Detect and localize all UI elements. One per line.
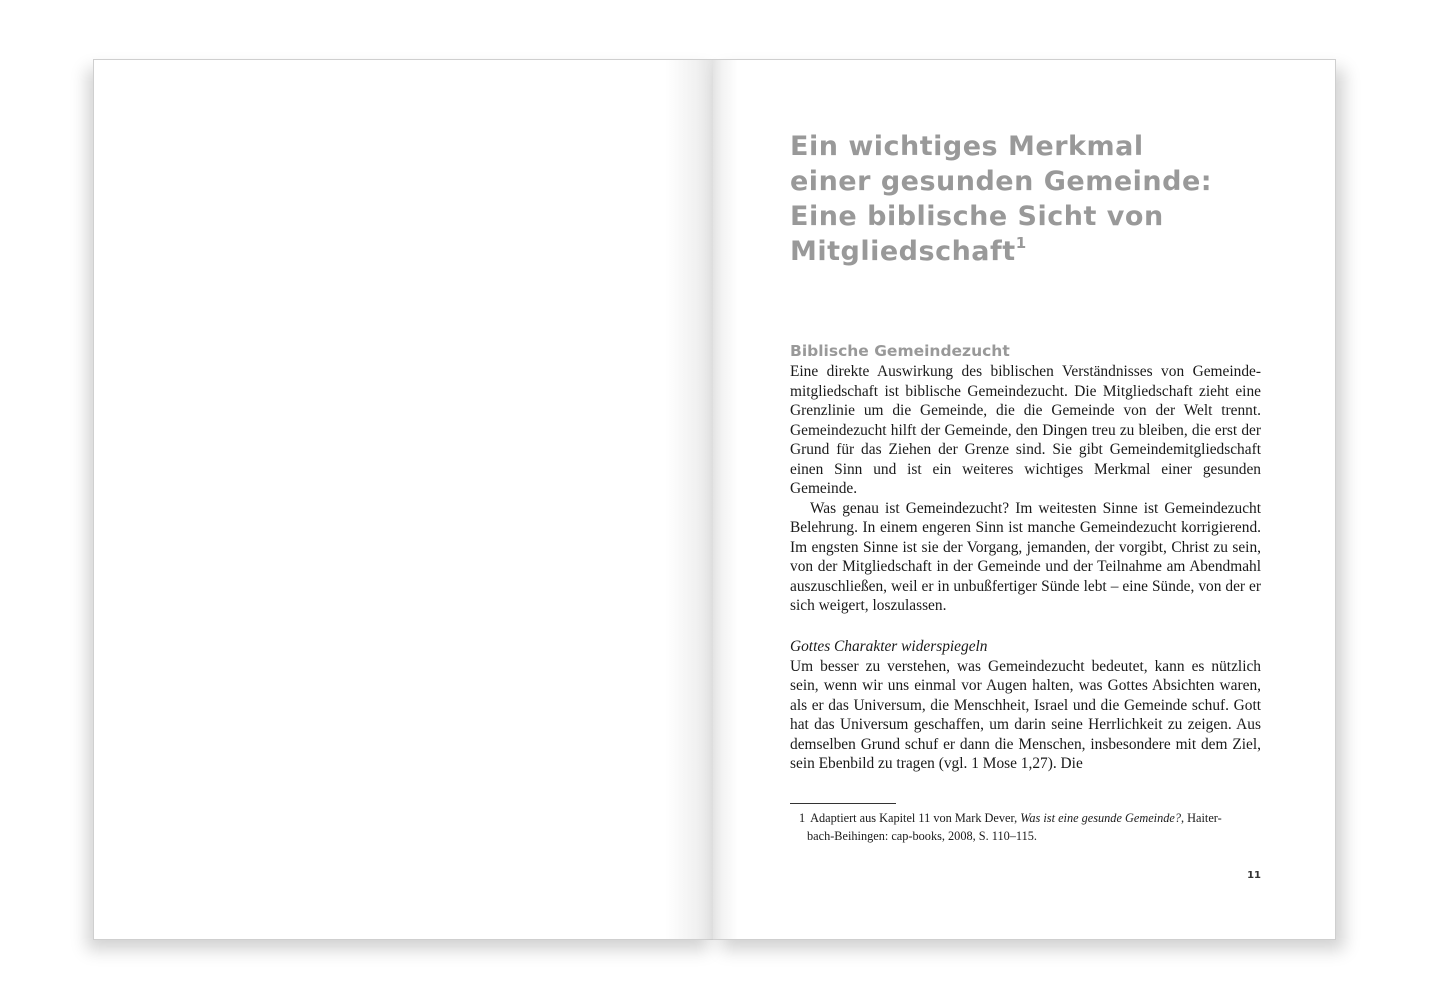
chapter-title-line: Ein wichtiges Merkmal (790, 131, 1144, 162)
paragraph: Was genau ist Gemeindezucht? Im weitesten Sinne ist Gemeindezucht Belehrung. In einem engeren Sinn ist manche Gemeindezucht korrigierend. Im engsten Sinne ist sie der Vorgang, jemanden, der vorgibt, Christ zu sein, von der Mitgliedschaft in der Gemeinde und der Teilnahme am Abendmahl auszuschließen, weil er in unbußfertiger Sünde lebt – eine Sünde, von der er sich weigert, loszulassen. (790, 499, 1261, 614)
chapter-title-line: Mitgliedschaft (790, 236, 1016, 267)
subsection-body (790, 637, 1261, 774)
left-page-blank (93, 59, 715, 940)
footnote-text: Adaptiert aus Kapitel 11 von Mark Dever, (810, 811, 1021, 825)
chapter-title (790, 129, 1270, 269)
footnote-reference-mark: 1 (1015, 234, 1027, 252)
paragraph: Um besser zu verstehen, was Gemeindezucht bedeutet, kann es nützlich sein, wenn wir uns einmal vor Augen halten, was Gottes Absichten waren, als er das Universum, die Menschheit, Israel und die Gemeinde schuf. Gott hat das Universum geschaffen, um darin seine Herrlichkeit zu zeigen. Aus demselben Grund schuf er dann die Menschen, insbesondere mit dem Ziel, sein Ebenbild zu tragen (vgl. 1 Mose 1,27). Die (790, 657, 1261, 772)
chapter-title-line: Eine biblische Sicht von (790, 201, 1164, 232)
footnote-text-line2: bach-Beihingen: cap-books, 2008, S. 110–115. (807, 829, 1037, 843)
footnote-text: , Haiter- (1181, 811, 1222, 825)
section-heading: Biblische Gemeindezucht (790, 342, 1010, 360)
page-number: 11 (1247, 870, 1261, 881)
section-body (790, 362, 1261, 616)
footnote-number: 1 (799, 811, 806, 825)
right-page (713, 59, 1336, 940)
subsection-heading: Gottes Charakter widerspiegeln (790, 638, 988, 655)
footnote-book-title: Was ist eine gesunde Gemeinde? (1020, 811, 1181, 825)
chapter-title-line: einer gesunden Gemeinde: (790, 166, 1213, 197)
footnote (790, 809, 1261, 845)
footnote-separator (790, 803, 896, 804)
paragraph: Eine direkte Auswirkung des biblischen Verständnisses von Gemeindemitgliedschaft ist biblische Gemeindezucht. Die Mitgliedschaft zieht eine Grenzlinie um die Gemeinde, die die Gemeinde von der Welt trennt. Gemeindezucht hilft der Gemeinde, den Dingen treu zu bleiben, die erst der Grund für das Ziehen der Grenze sind. Sie gibt Gemeindemitgliedschaft einen Sinn und ist ein weiteres wichtiges Merkmal einer gesunden Gemeinde. (790, 363, 1261, 497)
